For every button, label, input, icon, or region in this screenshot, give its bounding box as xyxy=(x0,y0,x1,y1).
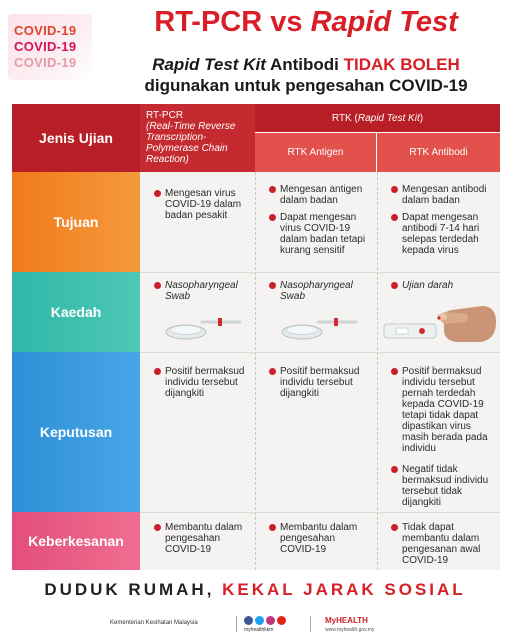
header-rtpcr-desc: (Real-Time Reverse Transcription-Polymerase Chain Reaction) xyxy=(146,121,236,165)
cell-kaedah-antigen xyxy=(255,280,377,302)
list-item: Membantu dalam pengesahan COVID-19 xyxy=(152,522,247,555)
row-divider xyxy=(140,512,500,513)
list-item: Positif bermaksud individu tersebut dijangkiti xyxy=(152,366,247,399)
row-label-kaedah: Kaedah xyxy=(12,272,140,352)
footer-divider xyxy=(310,616,311,632)
myhealth-url: www.myhealth.gov.my xyxy=(325,627,375,633)
row-label-keputusan: Keputusan xyxy=(12,352,140,512)
cell-keputusan-rtpcr xyxy=(140,366,255,399)
row-label-tujuan: Tujuan xyxy=(12,172,140,272)
row-divider xyxy=(140,352,500,353)
slogan-part: DUDUK RUMAH, xyxy=(44,580,223,599)
list-item: Mengesan antibodi dalam badan xyxy=(389,184,492,206)
header-rtpcr-title: RT-PCR xyxy=(146,110,184,121)
cell-tujuan-antigen xyxy=(255,184,377,256)
footer-divider xyxy=(236,616,237,632)
header-rtk-part: Rapid Test Kit xyxy=(357,112,420,124)
list-item: Membantu dalam pengesahan COVID-19 xyxy=(267,522,369,555)
slogan xyxy=(0,580,510,600)
title-part: RT-PCR vs xyxy=(154,6,311,38)
subtitle-warning: TIDAK BOLEH xyxy=(343,55,460,74)
list-item: Nasopharyngeal Swab xyxy=(267,280,369,302)
facebook-icon[interactable] xyxy=(244,616,253,625)
header-jenis-ujian: Jenis Ujian xyxy=(12,104,140,172)
list-item: Positif bermaksud individu tersebut pernah terdedah kepada COVID-19 tetapi tidak dapat dipastikan virus masih berada pada individu xyxy=(389,366,492,454)
header-rtk-antibodi: RTK Antibodi xyxy=(377,132,500,172)
list-item: Dapat mengesan virus COVID-19 dalam badan tetapi kurang sensitif xyxy=(267,212,369,256)
row-label-keberkesanan: Keberkesanan xyxy=(12,512,140,570)
comparison-table xyxy=(12,104,500,570)
logo-line: COVID-19 xyxy=(14,55,77,70)
list-item: Negatif tidak bermaksud individu tersebut tidak dijangkiti xyxy=(389,464,492,508)
cell-keberkesanan-antigen xyxy=(255,522,377,555)
petri-dish-swab-icon xyxy=(278,304,358,344)
slogan-part-red: KEKAL JARAK SOSIAL xyxy=(222,580,466,599)
list-item: Mengesan antigen dalam badan xyxy=(267,184,369,206)
subtitle-line-1 xyxy=(108,55,504,75)
logo-line: COVID-19 xyxy=(14,23,77,38)
cell-kaedah-rtpcr xyxy=(140,280,255,302)
row-divider xyxy=(140,272,500,273)
youtube-icon[interactable] xyxy=(277,616,286,625)
social-icons xyxy=(244,616,286,625)
list-item: Nasopharyngeal Swab xyxy=(152,280,247,302)
cell-keputusan-antibodi xyxy=(377,366,500,508)
instagram-icon[interactable] xyxy=(266,616,275,625)
header-rtk-part: ) xyxy=(419,112,424,124)
footer xyxy=(0,610,510,640)
cell-tujuan-antibodi xyxy=(377,184,500,256)
list-item: Mengesan virus COVID-19 dalam badan pesakit xyxy=(152,188,247,221)
list-item: Dapat mengesan antibodi 7-14 hari selepas terdedah kepada virus xyxy=(389,212,492,256)
cell-kaedah-antibodi xyxy=(377,280,500,291)
cell-keberkesanan-antibodi xyxy=(377,522,500,566)
cell-keberkesanan-rtpcr xyxy=(140,522,255,555)
twitter-icon[interactable] xyxy=(255,616,264,625)
list-item: Tidak dapat membantu dalam pengesanan awal COVID-19 xyxy=(389,522,492,566)
header-rtk-antigen: RTK Antigen xyxy=(255,132,377,172)
cell-keputusan-antigen xyxy=(255,366,377,399)
header-rtpcr xyxy=(140,104,255,172)
subtitle-part: Antibodi xyxy=(265,55,344,74)
header-rtk-part: RTK ( xyxy=(331,112,358,124)
myhealth-logo: MyHEALTH xyxy=(325,616,368,625)
subtitle-part: Rapid Test Kit xyxy=(152,55,266,74)
page-title xyxy=(108,6,504,39)
social-handle: myhealthkkm xyxy=(244,627,274,633)
header-rtk xyxy=(255,104,500,132)
covid-logo xyxy=(8,14,92,80)
list-item: Ujian darah xyxy=(389,280,492,291)
list-item: Positif bermaksud individu tersebut dijangkiti xyxy=(267,366,369,399)
subtitle-line-2: digunakan untuk pengesahan COVID-19 xyxy=(144,76,468,95)
petri-dish-swab-icon xyxy=(162,304,242,344)
finger-blood-test-icon xyxy=(382,294,498,350)
ministry-name: Kementerian Kesihatan Malaysia xyxy=(110,620,198,626)
logo-line: COVID-19 xyxy=(14,39,77,54)
cell-tujuan-rtpcr xyxy=(140,188,255,221)
title-part-italic: Rapid Test xyxy=(310,6,458,38)
